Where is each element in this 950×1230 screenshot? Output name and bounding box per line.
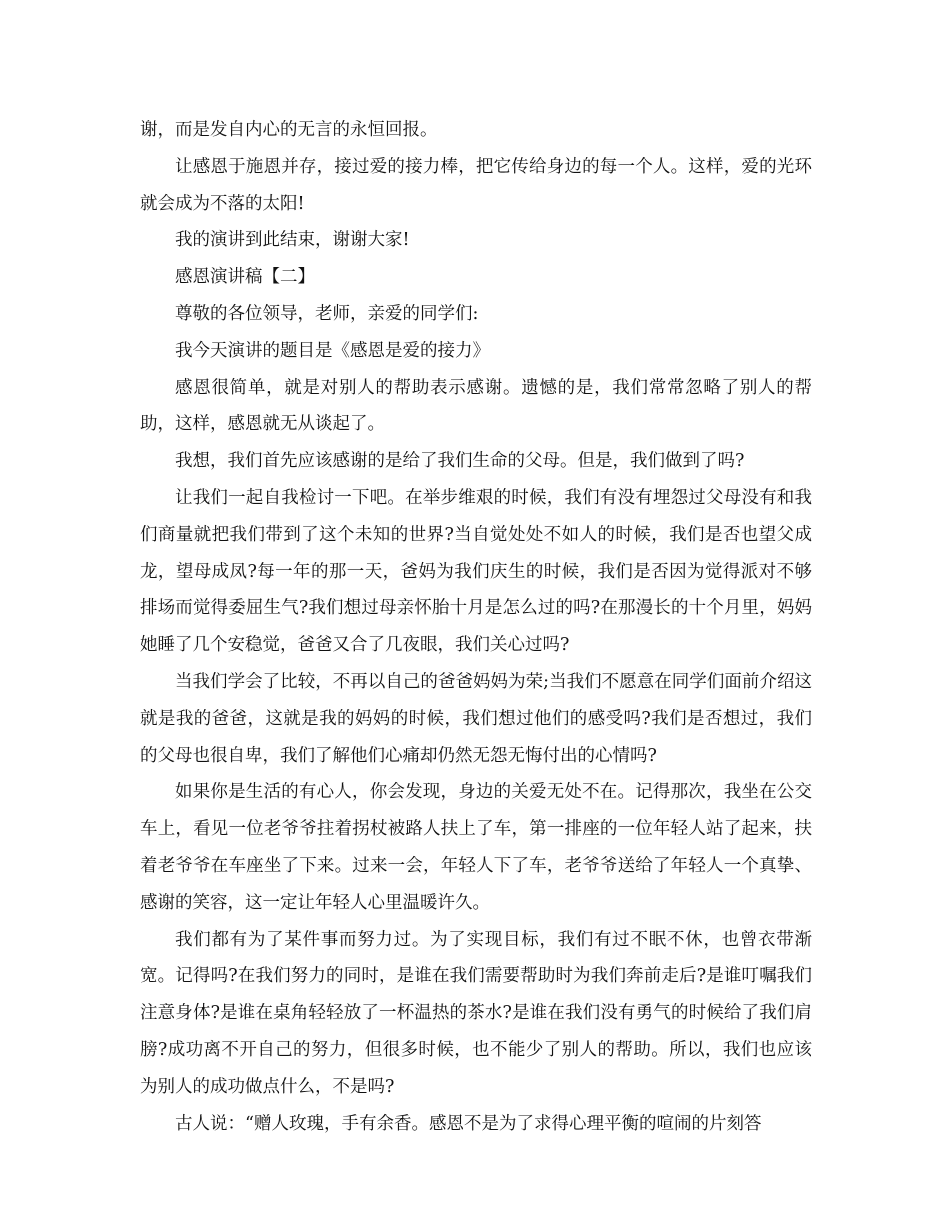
document-body bbox=[140, 112, 812, 1142]
speech-title-line: 我今天演讲的题目是《感恩是爱的接力》 bbox=[175, 340, 490, 361]
salutation: 尊敬的各位领导，老师，亲爱的同学们: bbox=[175, 303, 479, 324]
paragraph: 当我们学会了比较，不再以自己的爸爸妈妈为荣;当我们不愿意在同学们面前介绍这就是我的爸爸，这就是我的妈妈的时候，我们想过他们的感受吗?我们是否想过，我们的父母也很自卑，我们了解他们心痛却仍然无怨无悔付出的心情吗? bbox=[140, 671, 812, 766]
paragraph: 我的演讲到此结束，谢谢大家! bbox=[175, 230, 410, 251]
paragraph-continuation: 谢，而是发自内心的无言的永恒回报。 bbox=[140, 120, 438, 140]
section-heading: 感恩演讲稿【二】 bbox=[175, 267, 315, 288]
paragraph: 感恩很简单，就是对别人的帮助表示感谢。遗憾的是，我们常常忽略了别人的帮助，这样，感恩就无从谈起了。 bbox=[140, 377, 812, 435]
paragraph: 如果你是生活的有心人，你会发现，身边的关爱无处不在。记得那次，我坐在公交车上，看见一位老爷爷拄着拐杖被路人扶上了车，第一排座的一位年轻人站了起来，扶着老爷爷在车座坐了下来。过来一会，年轻人下了车，老爷爷送给了年轻人一个真挚、感谢的笑容，这一定让年轻人心里温暖许久。 bbox=[140, 782, 812, 913]
paragraph: 我想，我们首先应该感谢的是给了我们生命的父母。但是，我们做到了吗? bbox=[175, 451, 745, 472]
paragraph: 让我们一起自我检讨一下吧。在举步维艰的时候，我们有没有埋怨过父母没有和我们商量就把我们带到了这个未知的世界?当自觉处处不如人的时候，我们是否也望父成龙，望母成凤?每一年的那一天，爸妈为我们庆生的时候，我们是否因为觉得派对不够排场而觉得委屈生气?我们想过母亲怀胎十月是怎么过的吗?在那漫长的十个月里，妈妈她睡了几个安稳觉，爸爸又合了几夜眼，我们关心过吗? bbox=[140, 487, 812, 656]
paragraph: 古人说：“赠人玫瑰，手有余香。感恩不是为了求得心理平衡的喧闹的片刻答 bbox=[175, 1113, 762, 1134]
paragraph: 我们都有为了某件事而努力过。为了实现目标，我们有过不眠不休，也曾衣带渐宽。记得吗?在我们努力的同时，是谁在我们需要帮助时为我们奔前走后?是谁叮嘱我们注意身体?是谁在桌角轻轻放了一杯温热的茶水?是谁在我们没有勇气的时候给了我们肩膀?成功离不开自己的努力，但很多时候，也不能少了别人的帮助。所以，我们也应该为别人的成功做点什么，不是吗? bbox=[140, 929, 812, 1097]
paragraph: 让感恩于施恩并存，接过爱的接力棒，把它传给身边的每一个人。这样，爱的光环就会成为不落的太阳! bbox=[140, 156, 812, 214]
